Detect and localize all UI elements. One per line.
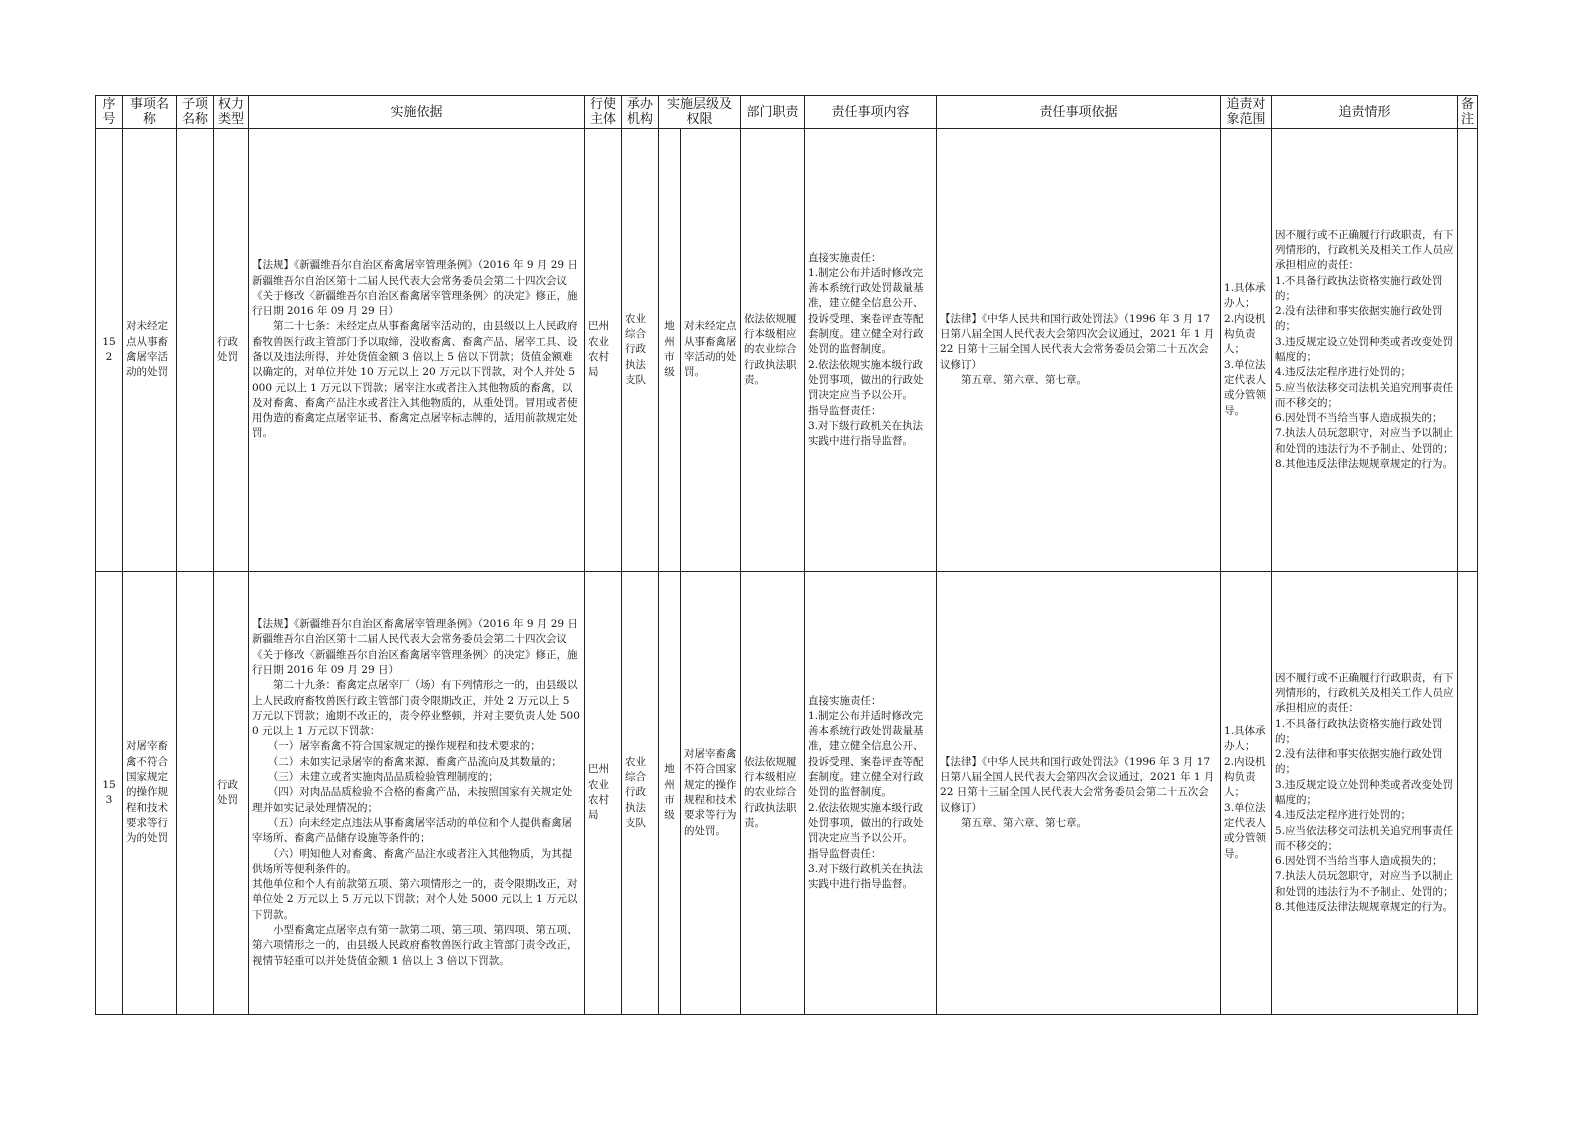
row-accountability-cases: 因不履行或不正确履行行政职责，有下列情形的，行政机关及相关工作人员应承担相应的责任： 1.不具备行政执法资格实施行政处罚的； 2.没有法律和事实依据实施行政处罚的； 3.违反规定设立处罚种类或者改变处罚幅度的； 4.违反法定程序进行处罚的； 5.应当依法移交司法机关追究刑事责任而不移交的； 6.因处罚不当给当事人造成损失的； 7.执法人员玩忽职守，对应当予以制止和处罚的违法行为不予制止、处罚的； 8.其他违反法律法规规章规定的行为。 (1272, 572, 1458, 1015)
header-item-name: 事项名称 (123, 96, 177, 129)
header-power-type: 权力类型 (214, 96, 249, 129)
row-level-scope: 对屠宰畜禽不符合国家规定的操作规程和技术要求等行为的处罚。 (681, 572, 741, 1015)
header-accountability-cases: 追责情形 (1272, 96, 1458, 129)
row-duty: 依法依规履行本级相应的农业综合行政执法职责。 (741, 129, 805, 572)
row-item-name: 对屠宰畜禽不符合国家规定的操作规程和技术要求等行为的处罚 (123, 572, 177, 1015)
row-level: 地州市级 (659, 129, 681, 572)
row-subject: 巴州农业农村局 (585, 572, 622, 1015)
row-sub-item (177, 572, 214, 1015)
row-remark (1458, 129, 1478, 572)
row-sub-item (177, 129, 214, 572)
row-seq: 153 (96, 572, 123, 1015)
row-subject: 巴州农业农村局 (585, 129, 622, 572)
header-remark: 备注 (1458, 96, 1478, 129)
row-seq: 152 (96, 129, 123, 572)
table-row (96, 129, 1478, 572)
row-basis: 【法规】《新疆维吾尔自治区畜禽屠宰管理条例》（2016 年 9 月 29 日新疆维吾尔自治区第十二届人民代表大会常务委员会第二十四次会议《关于修改〈新疆维吾尔自治区畜禽屠宰管理条例〉的决定》修正，施行日期 2016 年 09 月 29 日） 第二十七条：未经定点从事畜禽屠宰活动的，由县级以上人民政府畜牧兽医行政主管部门予以取缔，没收畜禽、畜禽产品、屠宰工具、设备以及违法所得，并处货值金额 3 倍以上 5 倍以下罚款；货值金额难以确定的，对单位并处 10 万元以上 20 万元以下罚款，对个人并处 5000 元以上 1 万元以下罚款；屠宰注水或者注入其他物质的畜禽，以及对畜禽、畜禽产品注水或者注入其他物质的，从重处罚。冒用或者使用伪造的畜禽定点屠宰证书、畜禽定点屠宰标志牌的，适用前款规定处罚。 (249, 129, 585, 572)
header-subject: 行使主体 (585, 96, 622, 129)
power-list-table (95, 95, 1478, 1015)
row-resp-basis: 【法律】《中华人民共和国行政处罚法》（1996 年 3 月 17 日第八届全国人民代表大会第四次会议通过，2021 年 1 月 22 日第十三届全国人民代表大会常务委员会第二十五次会议修订） 第五章、第六章、第七章。 (937, 129, 1221, 572)
row-resp-content: 直接实施责任： 1.制定公布并适时修改完善本系统行政处罚裁量基准，建立健全信息公开、投诉受理、案卷评查等配套制度。建立健全对行政处罚的监督制度。 2.依法依规实施本级行政处罚事项，做出的行政处罚决定应当予以公开。 指导监督责任： 3.对下级行政机关在执法实践中进行指导监督。 (805, 572, 937, 1015)
row-agency: 农业综合行政执法支队 (622, 129, 659, 572)
row-accountability-scope: 1.具体承办人； 2.内设机构负责人； 3.单位法定代表人或分管领导。 (1221, 129, 1272, 572)
row-remark (1458, 572, 1478, 1015)
row-resp-basis: 【法律】《中华人民共和国行政处罚法》（1996 年 3 月 17 日第八届全国人民代表大会第四次会议通过，2021 年 1 月 22 日第十三届全国人民代表大会常务委员会第二十五次会议修订） 第五章、第六章、第七章。 (937, 572, 1221, 1015)
header-basis: 实施依据 (249, 96, 585, 129)
header-accountability-scope: 追责对象范围 (1221, 96, 1272, 129)
row-accountability-scope: 1.具体承办人； 2.内设机构负责人； 3.单位法定代表人或分管领导。 (1221, 572, 1272, 1015)
row-power-type: 行政处罚 (214, 129, 249, 572)
row-agency: 农业综合行政执法支队 (622, 572, 659, 1015)
row-power-type: 行政处罚 (214, 572, 249, 1015)
header-agency: 承办机构 (622, 96, 659, 129)
row-basis: 【法规】《新疆维吾尔自治区畜禽屠宰管理条例》（2016 年 9 月 29 日新疆维吾尔自治区第十二届人民代表大会常务委员会第二十四次会议《关于修改〈新疆维吾尔自治区畜禽屠宰管理条例〉的决定》修正，施行日期 2016 年 09 月 29 日） 第二十九条：畜禽定点屠宰厂（场）有下列情形之一的，由县级以上人民政府畜牧兽医行政主管部门责令限期改正，并处 2 万元以上 5 万元以下罚款；逾期不改正的，责令停业整顿，并对主要负责人处 5000 元以上 1 万元以下罚款： （一）屠宰畜禽不符合国家规定的操作规程和技术要求的； （二）未如实记录屠宰的畜禽来源、畜禽产品流向及其数量的； （三）未建立或者实施肉品品质检验管理制度的； （四）对肉品品质检验不合格的畜禽产品，未按照国家有关规定处理并如实记录处理情况的； （五）向未经定点违法从事畜禽屠宰活动的单位和个人提供畜禽屠宰场所、畜禽产品储存设施等条件的； （六）明知他人对畜禽、畜禽产品注水或者注入其他物质，为其提供场所等便利条件的。 其他单位和个人有前款第五项、第六项情形之一的，责令限期改正，对单位处 2 万元以上 5 万元以下罚款；对个人处 5000 元以上 1 万元以下罚款。 小型畜禽定点屠宰点有第一款第二项、第三项、第四项、第五项、第六项情形之一的，由县级人民政府畜牧兽医行政主管部门责令改正，视情节轻重可以并处货值金额 1 倍以上 3 倍以下罚款。 (249, 572, 585, 1015)
row-level: 地州市级 (659, 572, 681, 1015)
header-level: 实施层级及权限 (659, 96, 741, 129)
row-resp-content: 直接实施责任： 1.制定公布并适时修改完善本系统行政处罚裁量基准，建立健全信息公开、投诉受理、案卷评查等配套制度。建立健全对行政处罚的监督制度。 2.依法依规实施本级行政处罚事项，做出的行政处罚决定应当予以公开。 指导监督责任： 3.对下级行政机关在执法实践中进行指导监督。 (805, 129, 937, 572)
header-sub-item: 子项名称 (177, 96, 214, 129)
row-level-scope: 对未经定点从事畜禽屠宰活动的处罚。 (681, 129, 741, 572)
header-duty: 部门职责 (741, 96, 805, 129)
table-row (96, 572, 1478, 1015)
table-header-row (96, 96, 1478, 129)
header-seq: 序号 (96, 96, 123, 129)
header-resp-content: 责任事项内容 (805, 96, 937, 129)
row-item-name: 对未经定点从事畜禽屠宰活动的处罚 (123, 129, 177, 572)
header-resp-basis: 责任事项依据 (937, 96, 1221, 129)
row-duty: 依法依规履行本级相应的农业综合行政执法职责。 (741, 572, 805, 1015)
row-accountability-cases: 因不履行或不正确履行行政职责，有下列情形的，行政机关及相关工作人员应承担相应的责任： 1.不具备行政执法资格实施行政处罚的； 2.没有法律和事实依据实施行政处罚的； 3.违反规定设立处罚种类或者改变处罚幅度的； 4.违反法定程序进行处罚的； 5.应当依法移交司法机关追究刑事责任而不移交的； 6.因处罚不当给当事人造成损失的； 7.执法人员玩忽职守，对应当予以制止和处罚的违法行为不予制止、处罚的； 8.其他违反法律法规规章规定的行为。 (1272, 129, 1458, 572)
